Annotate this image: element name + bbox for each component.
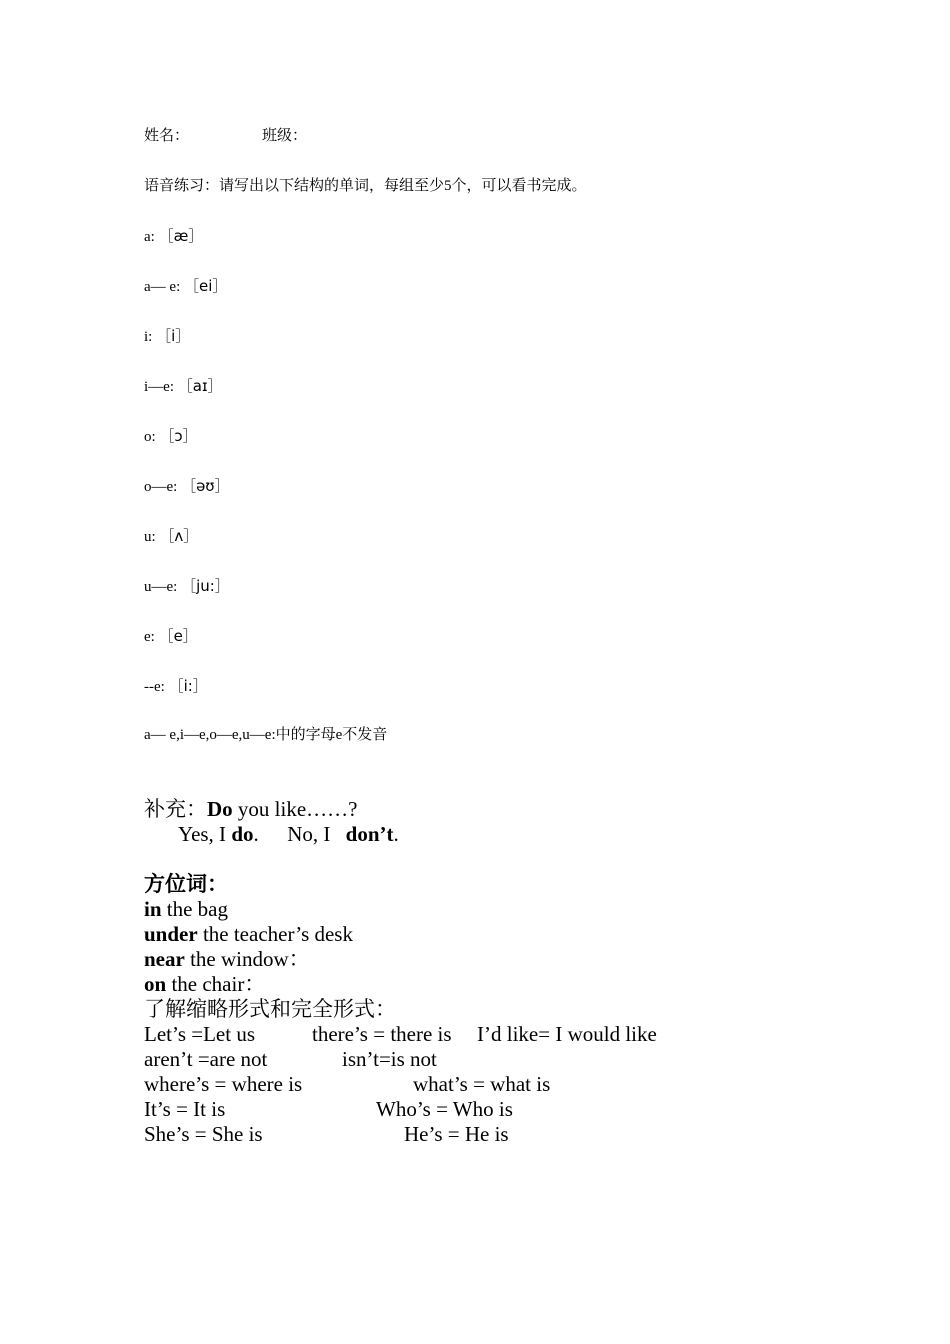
preposition-word: under [144,922,198,946]
answer-no-period: . [393,822,399,846]
header-line [144,126,308,146]
phonics-ipa: ［əʊ］ [181,477,230,495]
supplement-label: 补充： [144,797,207,821]
answer-yes: Yes, I [178,822,227,846]
phonics-ipa: ［i:］ [168,677,208,695]
phonics-pattern: --e: [144,679,165,695]
phonics-ipa: ［ʌ］ [159,527,199,545]
contraction-pair: where’s = where is [144,1072,303,1096]
phonics-item [144,476,230,497]
phonics-item [144,576,230,597]
contraction-pair: She’s = She is [144,1122,263,1146]
phonics-ipa: ［ei］ [183,277,228,295]
contraction-pair: Who’s = Who is [376,1097,513,1121]
contraction-pair: Let’s =Let us [144,1022,255,1046]
phonics-pattern: a: [144,229,155,245]
phonics-item [144,676,208,697]
contraction-pair: It’s = It is [144,1097,226,1121]
contraction-pair: there’s = there is [312,1022,452,1046]
supplement-answers [178,822,399,847]
preposition-word: on [144,972,167,996]
phonics-item [144,526,198,547]
contraction-pair: what’s = what is [413,1072,551,1096]
answer-yes-do: do [231,822,254,846]
preposition-word: in [144,897,162,921]
name-label: 姓名： [144,128,190,144]
instruction-text: 语音练习：请写出以下结构的单词，每组至少5个，可以看书完成。 [144,178,587,194]
phonics-pattern: o—e: [144,479,178,495]
phonics-item [144,626,198,647]
preposition-phrase: the teacher’s desk [197,922,353,946]
phonics-ipa: ［e］ [158,627,198,645]
silent-e-note: a— e,i—e,o—e,u—e:中的字母e不发音 [144,727,388,743]
phonics-ipa: ［i］ [156,327,191,345]
supplement-question [144,797,357,822]
phonics-item [144,226,203,247]
phonics-item [144,326,190,347]
prepositions-title: 方位词： [144,872,228,896]
answer-yes-period: . [253,822,259,846]
phonics-item [144,376,223,397]
phonics-pattern: e: [144,629,155,645]
phonics-pattern: u—e: [144,579,178,595]
phonics-item [144,276,227,297]
preposition-word: near [144,947,185,971]
preposition-item [144,897,228,922]
answer-no: No, I [287,822,331,846]
preposition-phrase: the chair： [166,972,266,996]
phonics-pattern: a— e: [144,279,181,295]
contraction-pair: He’s = He is [404,1122,509,1146]
answer-no-dont: don’t [345,822,394,846]
phonics-pattern: i: [144,329,153,345]
supplement-question-rest: you like……? [237,797,358,821]
phonics-ipa: ［ɔ］ [159,427,198,445]
preposition-item [144,922,353,947]
phonics-pattern: i—e: [144,379,174,395]
phonics-pattern: o: [144,429,156,445]
preposition-phrase: the bag [161,897,228,921]
contraction-pair: isn’t=is not [342,1047,437,1071]
phonics-ipa: ［ju:］ [181,577,230,595]
phonics-pattern: u: [144,529,156,545]
contraction-pair: I’d like= I would like [477,1022,657,1046]
contraction-pair: aren’t =are not [144,1047,268,1071]
phonics-ipa: ［æ］ [158,227,204,245]
phonics-item [144,426,198,447]
phonics-ipa: ［aɪ］ [177,377,223,395]
supplement-do: Do [207,797,233,821]
preposition-item [144,947,310,972]
contractions-title: 了解缩略形式和完全形式： [144,997,396,1021]
preposition-phrase: the window： [184,947,310,971]
class-label: 班级： [262,128,308,144]
preposition-item [144,972,265,997]
